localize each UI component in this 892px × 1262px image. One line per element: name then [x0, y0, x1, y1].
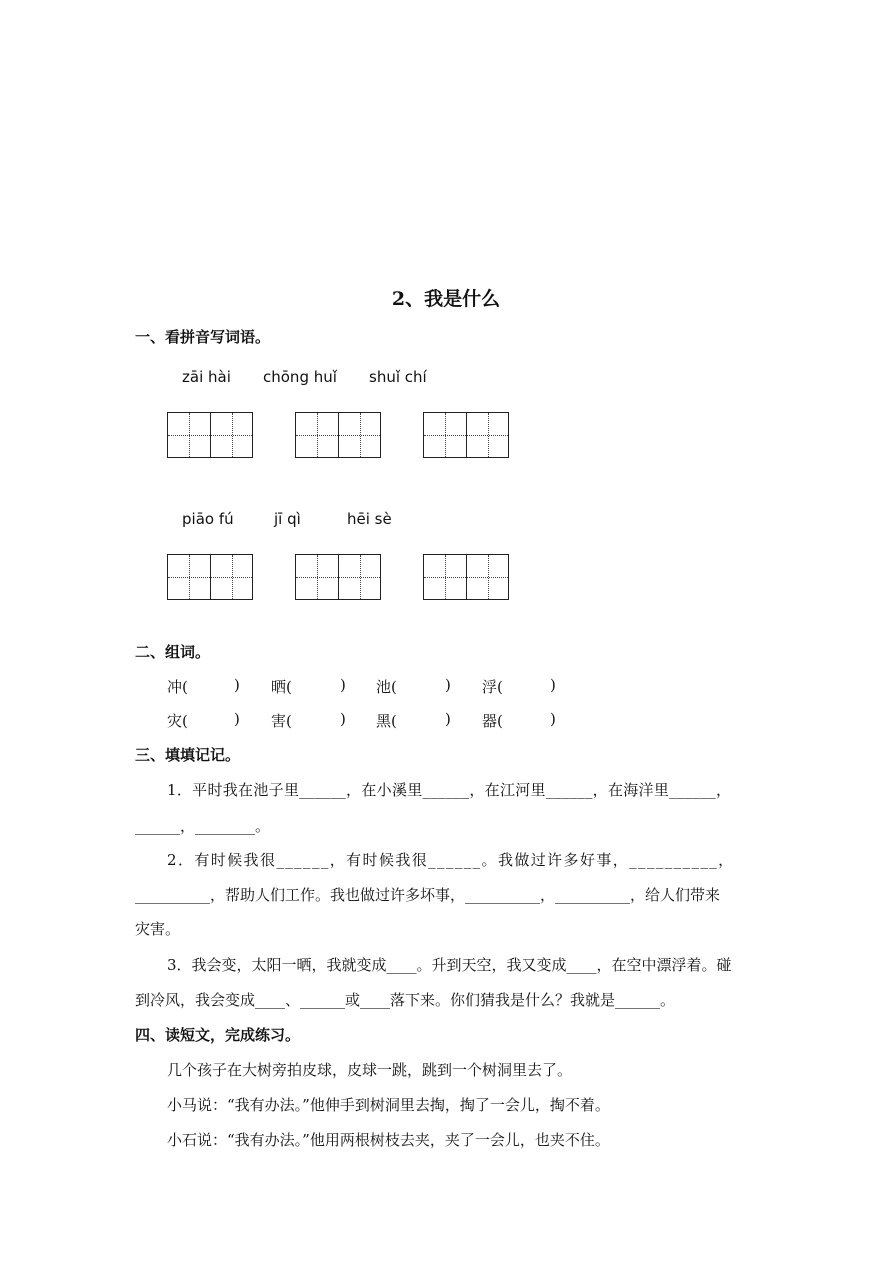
writing-grid-6[interactable] [423, 554, 509, 600]
section-2-heading: 二、组词。 [135, 643, 211, 661]
word-open-2: 晒( [271, 678, 292, 696]
writing-grid-1[interactable] [167, 412, 253, 458]
fill-line-1: 1．平时我在池子里______，在小溪里______，在江河里______，在海洋里______， [167, 781, 732, 799]
word-open-6: 害( [271, 712, 292, 730]
pinyin-2: chōng huǐ [263, 368, 337, 386]
fill-line-4: __________，帮助人们工作。我也做过许多坏事，__________，__________，给人们带来 [135, 886, 721, 904]
word-open-3: 池( [376, 678, 397, 696]
fill-line-2: ______，________。 [135, 817, 271, 835]
reading-line-1: 几个孩子在大树旁拍皮球，皮球一跳，跳到一个树洞里去了。 [167, 1061, 573, 1079]
word-close-3: ) [445, 676, 451, 694]
fill-line-7: 到冷风，我会变成____、______或____落下来。你们猜我是什么？我就是______。 [135, 991, 676, 1009]
word-close-6: ) [340, 710, 346, 728]
word-close-2: ) [340, 676, 346, 694]
pinyin-4: piāo fú [182, 510, 234, 528]
word-open-5: 灾( [167, 712, 188, 730]
word-close-1: ) [234, 676, 240, 694]
word-close-5: ) [234, 710, 240, 728]
writing-grid-5[interactable] [295, 554, 381, 600]
fill-line-3: 2．有时候我很______，有时候我很______。我做过许多好事，__________， [167, 851, 735, 869]
fill-line-6: 3．我会变，太阳一晒，我就变成____。升到天空，我又变成____，在空中漂浮着。碰 [167, 956, 732, 974]
writing-grid-4[interactable] [167, 554, 253, 600]
fill-line-5: 灾害。 [135, 920, 181, 938]
pinyin-1: zāi hài [182, 368, 231, 386]
reading-line-2: 小马说：“我有办法。”他伸手到树洞里去掏，掏了一会儿，掏不着。 [167, 1096, 610, 1114]
reading-line-3: 小石说：“我有办法。”他用两根树枝去夹，夹了一会儿，也夹不住。 [167, 1131, 610, 1149]
writing-grid-3[interactable] [423, 412, 509, 458]
word-close-8: ) [550, 710, 556, 728]
word-open-7: 黑( [376, 712, 397, 730]
word-open-1: 冲( [167, 678, 188, 696]
section-4-heading: 四、读短文，完成练习。 [135, 1026, 301, 1044]
word-close-7: ) [445, 710, 451, 728]
pinyin-5: jī qì [274, 510, 301, 528]
word-close-4: ) [550, 676, 556, 694]
word-open-8: 器( [482, 712, 503, 730]
writing-grid-2[interactable] [295, 412, 381, 458]
section-3-heading: 三、填填记记。 [135, 746, 241, 764]
page-title: 2、我是什么 [391, 288, 501, 310]
section-1-heading: 一、看拼音写词语。 [135, 328, 271, 346]
pinyin-6: hēi sè [347, 510, 392, 528]
word-open-4: 浮( [482, 678, 503, 696]
pinyin-3: shuǐ chí [369, 368, 427, 386]
